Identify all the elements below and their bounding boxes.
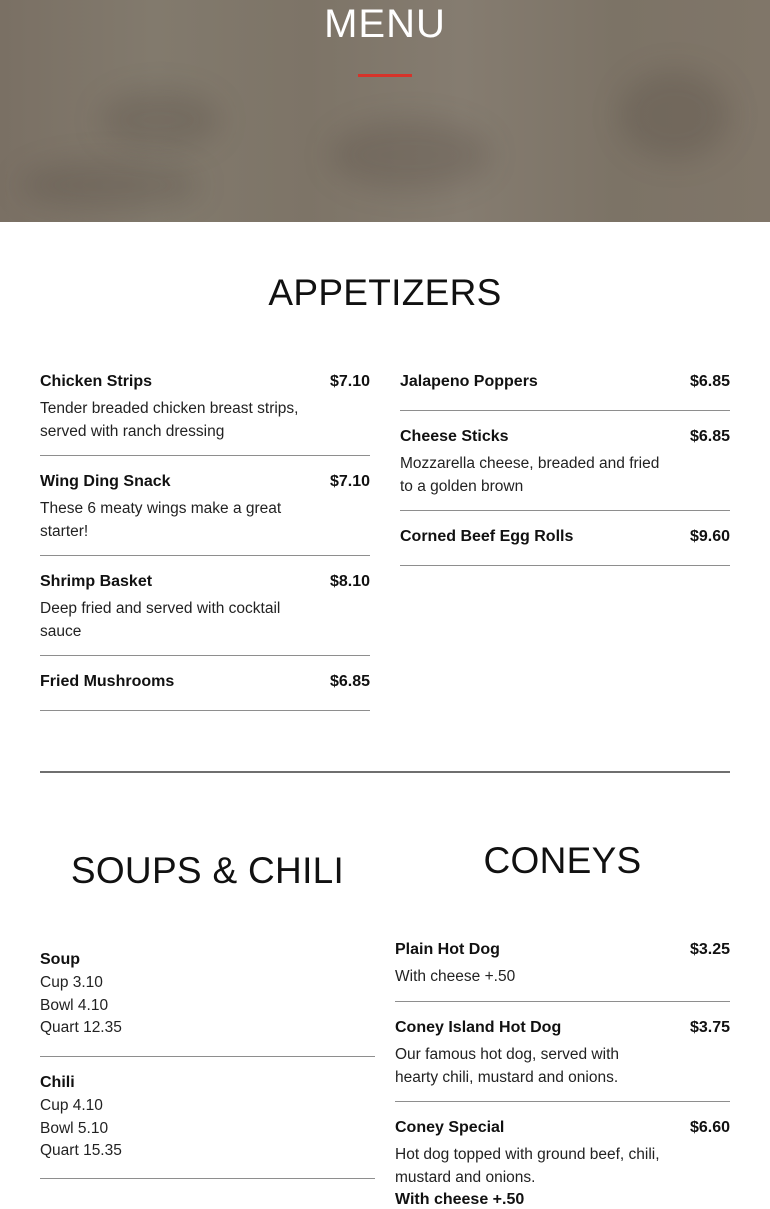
item-price: $8.10: [329, 573, 370, 590]
size-price-list: [40, 972, 375, 1040]
menu-item: [400, 373, 730, 391]
item-price: $6.85: [689, 428, 730, 445]
divider: [400, 565, 730, 566]
item-description: Mozzarella cheese, breaded and fried to a golden brown: [400, 455, 660, 495]
section-divider: [40, 771, 730, 773]
item-price: $9.60: [689, 528, 730, 545]
item-price: $3.25: [689, 941, 730, 958]
divider: [395, 1101, 730, 1102]
item-description: Deep fried and served with cocktail sauce: [40, 600, 281, 640]
menu-item: [40, 573, 370, 643]
item-name: Wing Ding Snack: [40, 473, 171, 490]
size-price: Quart 12.35: [40, 1019, 122, 1036]
size-price: Bowl 5.10: [40, 1119, 109, 1137]
divider: [400, 410, 730, 411]
size-price: Cup 3.10: [40, 974, 103, 991]
item-description: Hot dog topped with ground beef, chili, mustard and onions.: [395, 1146, 660, 1186]
item-price: $3.75: [689, 1019, 730, 1036]
item-description: With cheese +.50: [395, 968, 516, 985]
divider: [40, 555, 370, 556]
item-name: Chili: [40, 1074, 75, 1091]
item-name: Plain Hot Dog: [395, 941, 500, 958]
item-price: $6.85: [689, 373, 730, 390]
menu-item: [40, 1074, 375, 1163]
item-addon: With cheese +.50: [395, 1191, 525, 1208]
menu-item: [395, 1119, 730, 1209]
menu-item: [400, 528, 730, 546]
menu-item: [40, 373, 370, 443]
divider: [40, 655, 370, 656]
size-price: Quart 15.35: [40, 1142, 122, 1159]
item-name: Jalapeno Poppers: [400, 373, 538, 390]
item-name: Soup: [40, 951, 80, 968]
page-title: MENU: [324, 2, 446, 46]
item-price: $6.85: [329, 673, 370, 690]
divider: [400, 510, 730, 511]
title-underline: [358, 74, 412, 77]
item-name: Fried Mushrooms: [40, 673, 175, 690]
item-name: Chicken Strips: [40, 373, 153, 390]
item-name: Cheese Sticks: [400, 428, 509, 445]
item-description: Tender breaded chicken breast strips, served with ranch dressing: [40, 400, 299, 440]
menu-item: [395, 941, 730, 988]
item-name: Shrimp Basket: [40, 573, 153, 590]
coneys-heading: CONEYS: [483, 840, 642, 881]
menu-hero-banner: [0, 0, 770, 222]
soups-chili-heading: SOUPS & CHILI: [70, 850, 345, 891]
menu-item: [40, 673, 370, 691]
divider: [40, 455, 370, 456]
item-name: Corned Beef Egg Rolls: [400, 528, 574, 545]
item-price: $7.10: [329, 373, 370, 390]
size-price-list: [40, 1095, 375, 1163]
menu-item: [400, 428, 730, 498]
item-price: $7.10: [329, 473, 370, 490]
appetizers-heading: APPETIZERS: [268, 272, 502, 313]
divider: [395, 1001, 730, 1002]
item-description: These 6 meaty wings make a great starter!: [40, 500, 282, 540]
menu-item: [40, 951, 375, 1040]
divider: [40, 1056, 375, 1057]
item-name: Coney Special: [395, 1119, 505, 1136]
menu-item: [395, 1019, 730, 1089]
divider: [40, 710, 370, 711]
item-price: $6.60: [689, 1119, 730, 1136]
divider: [40, 1178, 375, 1179]
size-price: Cup 4.10: [40, 1097, 103, 1114]
item-description: Our famous hot dog, served with hearty chili, mustard and onions.: [395, 1046, 620, 1086]
size-price: Bowl 4.10: [40, 996, 109, 1014]
menu-item: [40, 473, 370, 543]
item-name: Coney Island Hot Dog: [395, 1019, 562, 1036]
